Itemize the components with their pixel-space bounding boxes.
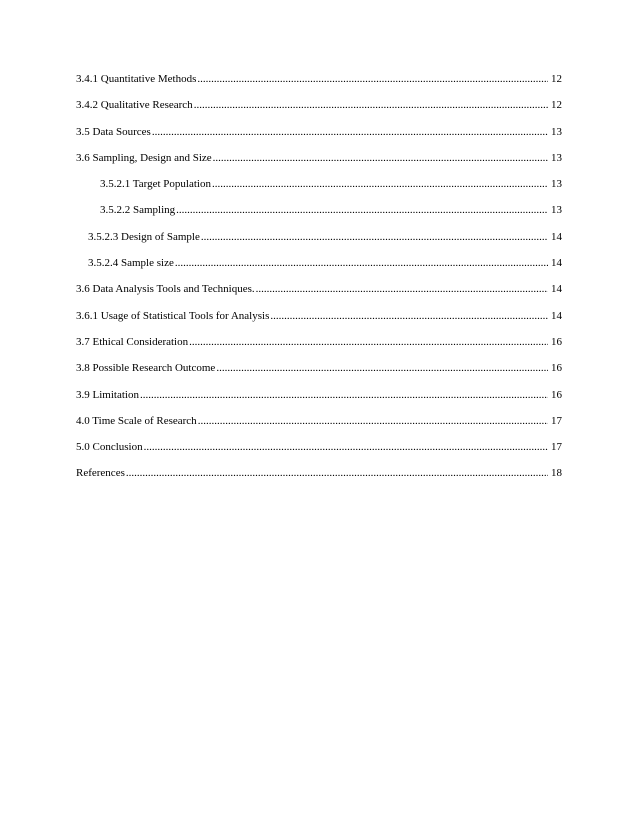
toc-page-number: 16 <box>551 362 562 375</box>
toc-page-number: 13 <box>551 125 562 138</box>
toc-entry[interactable] <box>76 125 562 151</box>
toc-entry[interactable] <box>76 151 562 177</box>
toc-dot-leader <box>144 440 548 454</box>
toc-entry[interactable] <box>76 203 562 229</box>
toc-page-number: 16 <box>551 335 562 348</box>
toc-dot-leader <box>152 125 548 139</box>
toc-entry[interactable] <box>76 335 562 361</box>
table-of-contents <box>76 72 562 493</box>
toc-dot-leader <box>201 230 548 244</box>
toc-entry[interactable] <box>76 230 562 256</box>
toc-entry-title: 3.5.2.2 Sampling <box>100 204 176 217</box>
toc-entry-title: 3.5 Data Sources <box>76 125 151 138</box>
toc-entry-title: References <box>76 467 125 480</box>
toc-dot-leader <box>176 203 548 217</box>
toc-page-number: 12 <box>551 73 562 85</box>
toc-entry-title: 3.9 Limitation <box>76 388 139 401</box>
toc-entry[interactable] <box>76 440 562 466</box>
toc-page-number: 14 <box>551 230 562 243</box>
toc-page-number: 18 <box>551 467 562 480</box>
toc-entry-title: 3.4.2 Qualitative Research <box>76 99 193 112</box>
toc-page-number: 12 <box>551 99 562 112</box>
toc-page-number: 16 <box>551 388 562 401</box>
toc-entry-title: 5.0 Conclusion <box>76 441 143 454</box>
toc-dot-leader <box>194 98 548 112</box>
toc-entry-title: 3.5.2.3 Design of Sample <box>88 230 200 243</box>
toc-entry[interactable] <box>76 361 562 387</box>
toc-entry[interactable] <box>76 282 562 308</box>
toc-entry-title: 3.6 Data Analysis Tools and Techniques. <box>76 283 255 296</box>
toc-entry-title: 3.5.2.1 Target Population <box>100 178 211 191</box>
toc-entry-title: 3.8 Possible Research Outcome <box>76 362 216 375</box>
toc-entry[interactable] <box>76 466 562 492</box>
toc-dot-leader <box>216 361 548 375</box>
toc-dot-leader <box>198 414 548 428</box>
toc-dot-leader <box>197 72 548 86</box>
toc-page-number: 14 <box>551 283 562 296</box>
toc-entry-title: 3.6 Sampling, Design and Size <box>76 151 212 164</box>
toc-entry-title: 3.7 Ethical Consideration <box>76 335 189 348</box>
toc-entry-title: 4.0 Time Scale of Research <box>76 414 197 427</box>
toc-entry[interactable] <box>76 177 562 203</box>
toc-dot-leader <box>213 151 548 165</box>
toc-dot-leader <box>256 282 548 296</box>
toc-page-number: 13 <box>551 178 562 191</box>
toc-dot-leader <box>270 309 548 323</box>
toc-entry-title: 3.4.1 Quantitative Methods <box>76 73 197 85</box>
toc-dot-leader <box>175 256 548 270</box>
toc-page-number: 13 <box>551 204 562 217</box>
toc-page-number: 13 <box>551 151 562 164</box>
toc-entry[interactable] <box>76 388 562 414</box>
toc-entry[interactable] <box>76 98 562 124</box>
toc-page-number: 17 <box>551 441 562 454</box>
toc-page-number: 17 <box>551 414 562 427</box>
toc-dot-leader <box>212 177 548 191</box>
toc-entry-title: 3.6.1 Usage of Statistical Tools for Analysis <box>76 309 270 322</box>
toc-entry[interactable] <box>76 72 562 98</box>
toc-dot-leader <box>140 388 548 402</box>
toc-page-number: 14 <box>551 257 562 270</box>
toc-entry-title: 3.5.2.4 Sample size <box>88 257 174 270</box>
toc-entry[interactable] <box>76 309 562 335</box>
toc-dot-leader <box>189 335 548 349</box>
toc-entry[interactable] <box>76 414 562 440</box>
toc-dot-leader <box>126 466 548 480</box>
toc-page-number: 14 <box>551 309 562 322</box>
toc-entry[interactable] <box>76 256 562 282</box>
